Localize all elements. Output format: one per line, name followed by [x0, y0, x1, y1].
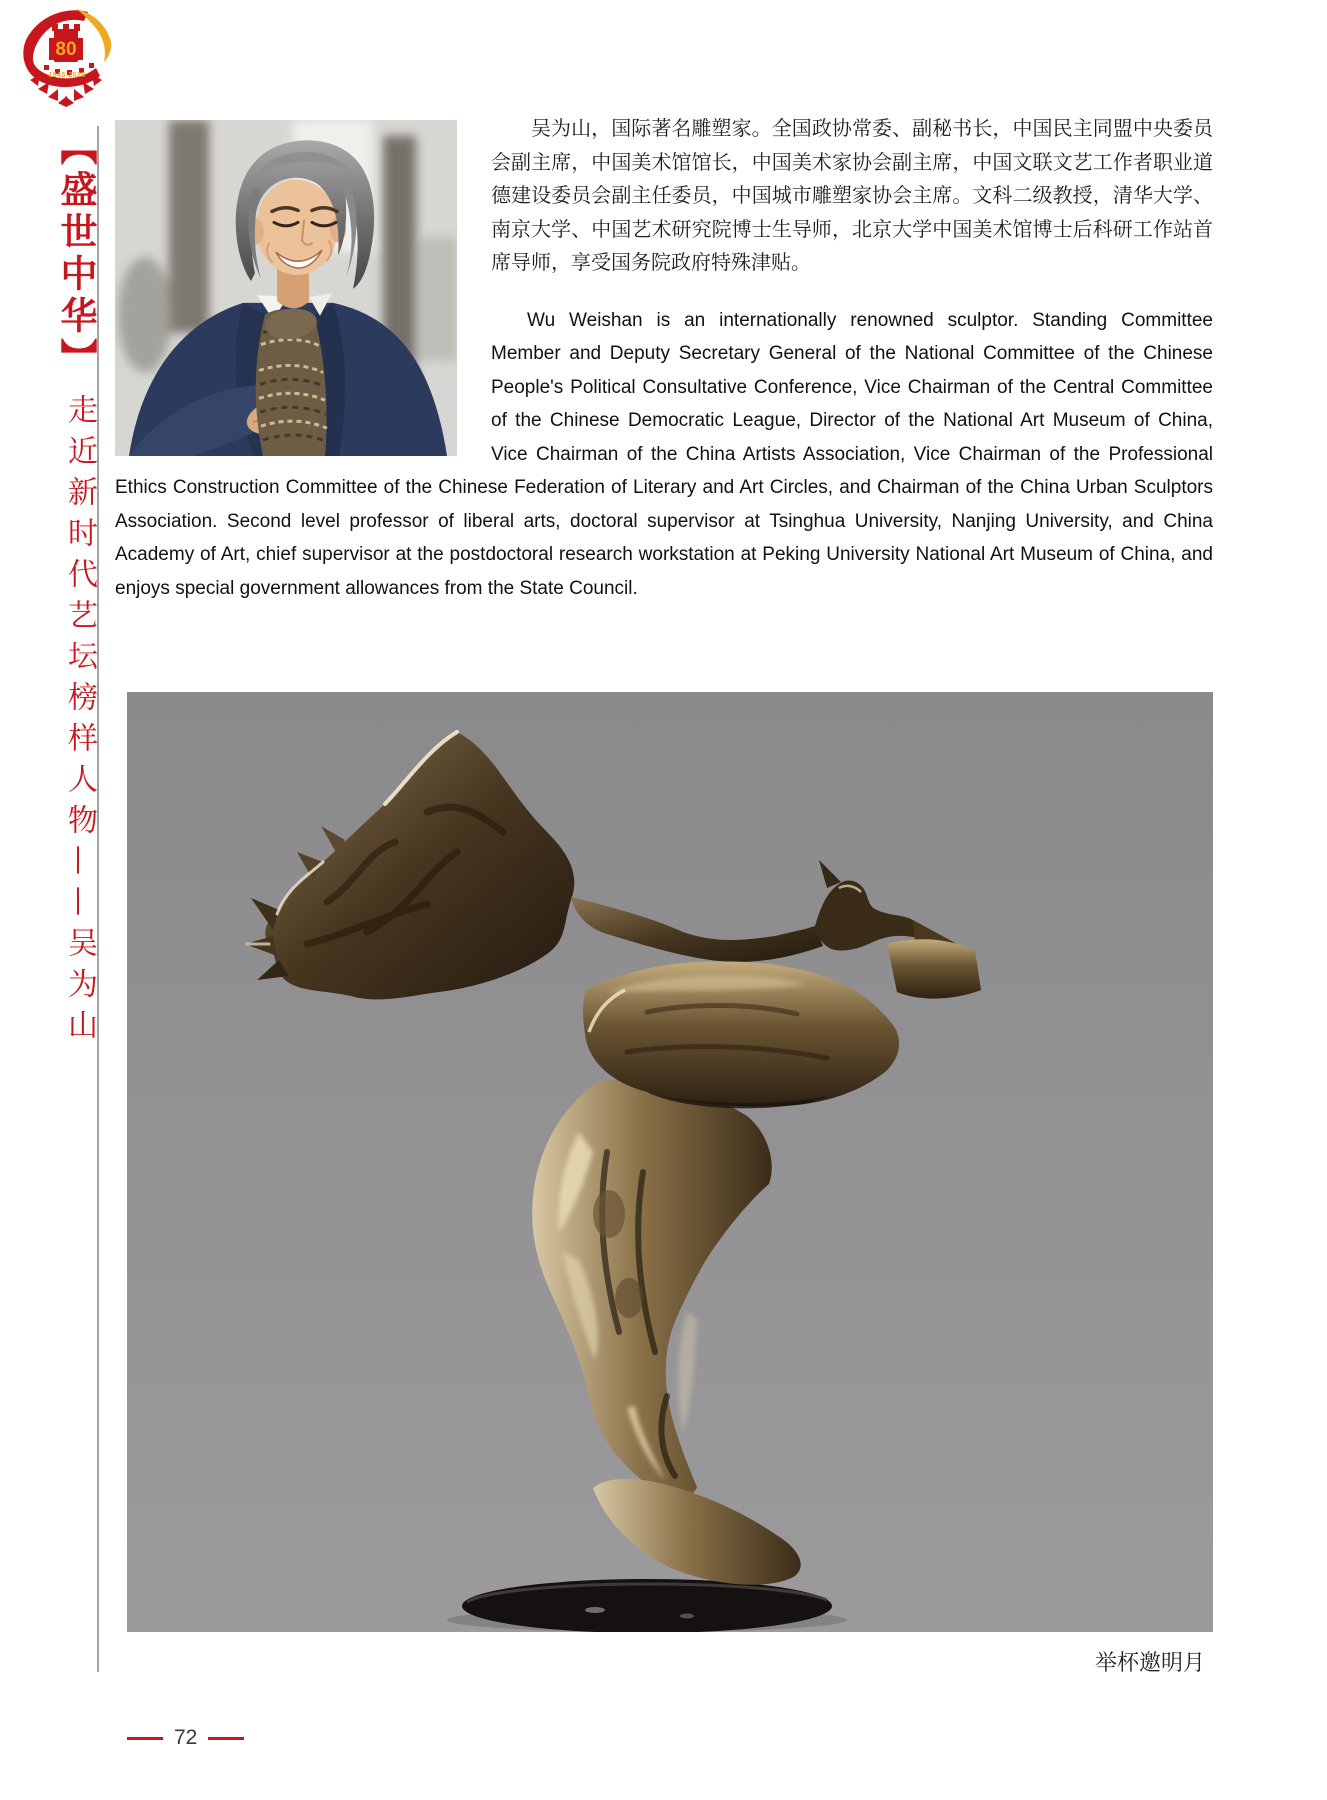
bio-chinese: 吴为山，国际著名雕塑家。全国政协常委、副秘书长，中国民主同盟中央委员会副主席，中国美术馆馆长，中国美术家协会副主席，中国文联文艺工作者职业道德建设委员会副主任委员，中国城市雕塑家协会主席。文科二级教授，清华大学、南京大学、中国艺术研究院博士生导师，北京大学中国美术馆博士后科研工作站首席导师，享受国务院政府特殊津贴。 — [491, 116, 1213, 274]
tower-icon — [49, 24, 83, 62]
bio-english: Wu Weishan is an internationally renowned sculptor. Standing Committee Member and Deputy Secretary General of the National Committee of the Chinese People's Political Consultative Conference, Vice Chairman of the Central Committee of the Chinese Democratic League, Director of the National Art Museum of China, Vice Chairman of the China Artists Association, Vice Chairman of the Professional Ethics Construction Committee of the Chinese Federation of Literary and Art Circles, and Chairman of the China Urban Sculptors Association. Second level professor of liberal arts, doctoral supervisor at Tsinghua University, Nanjing University, and China Academy of Art, chief supervisor at the postdoctoral research workstation at Peking University National Art Museum of China, and enjoys special government allowances from the State Council. — [115, 309, 1213, 599]
sculpture-illustration — [127, 692, 1213, 1632]
badge-years: 1945-2025 — [48, 72, 86, 79]
page-number-value: 72 — [174, 1726, 198, 1749]
series-title: 走近新时代艺坛榜样人物——吴为山 — [62, 394, 97, 1050]
vertical-banner — [22, 128, 97, 1138]
anniversary-badge-icon — [16, 4, 116, 110]
badge-number: 80 — [55, 39, 77, 60]
artwork-caption: 举杯邀明月 — [1094, 1650, 1205, 1675]
series-bracket-title: 【盛世中华】 — [55, 128, 96, 380]
page-number — [127, 1726, 244, 1750]
anniversary-badge — [16, 4, 116, 112]
portrait-illustration — [115, 120, 457, 456]
page-dash-left — [127, 1737, 163, 1740]
sculpture-photo — [127, 692, 1213, 1632]
vertical-divider-line — [97, 126, 99, 1672]
scarf — [256, 306, 328, 456]
page-dash-right — [208, 1737, 244, 1740]
portrait-photo — [115, 120, 457, 456]
article-body — [115, 112, 1213, 605]
